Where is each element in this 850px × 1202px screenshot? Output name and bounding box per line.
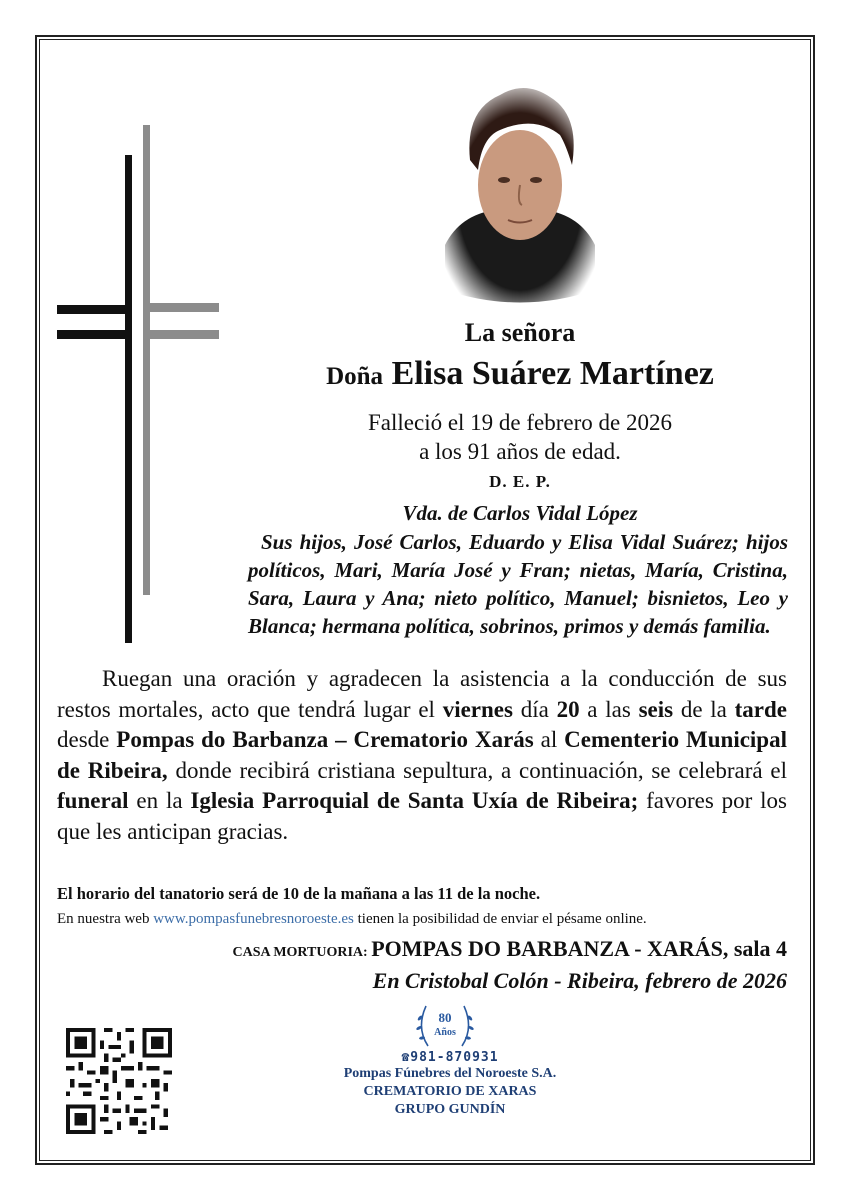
website-link[interactable]: www.pompasfunebresnoroeste.es [153,911,354,927]
announcement-text: de la [673,696,735,722]
anniversary-80-badge [410,998,480,1053]
announcement-bold: Cementerio Municipal de Ribeira, [57,727,787,783]
company-name: Pompas Fúnebres del Noroeste S.A. [343,1066,557,1081]
title-prefix: La señora [464,318,576,347]
honorific: Doña [326,363,384,390]
announcement-text: a las [579,696,639,722]
deceased-portrait [440,75,600,305]
death-date: Falleció el 19 de febrero de 2026 [368,410,672,435]
casa-label: CASA MORTUORIA: [232,945,372,960]
announcement-bold: 20 [556,696,580,722]
company-crematorio: CREMATORIO DE XARAS [363,1084,537,1099]
company-info [250,1050,650,1119]
casa-value: POMPAS DO BARBANZA - XARÁS, sala 4 [371,936,787,961]
announcement-paragraph [57,664,787,847]
announcement-text: en la [128,788,191,813]
badge-number: 80 [438,1010,452,1025]
family-first-line: Sus hijos, José Carlos, Eduardo y Elisa Vidal Suárez; [261,530,739,554]
announcement-bold: funeral [57,788,129,813]
announcement-bold: viernes [442,696,513,722]
casa-mortuoria [57,936,787,962]
deceased-name-line [270,355,770,393]
announcement-bold: Pompas do Barbanza – Crematorio Xarás [116,727,534,752]
company-group: GRUPO GUNDÍN [394,1102,506,1117]
announcement-text: favores por los que les anticipan gracias. [57,788,787,844]
dep-text: D. E. P. [489,472,551,491]
announcement-bold: seis [638,696,674,722]
qr-code-icon [66,1028,172,1134]
web-suffix: tienen la posibilidad de enviar el pésame online. [353,911,647,927]
family-list [248,528,788,640]
announcement-bold: tarde [734,696,788,722]
age: a los 91 años de edad. [419,439,621,464]
death-info [300,408,740,466]
place-date: En Cristobal Colón - Ribeira, febrero de 2026 [372,968,787,993]
cross-icon [55,125,225,645]
web-note [57,911,797,928]
announcement-text: al [533,727,565,752]
widow-line: Vda. de Carlos Vidal López [402,501,638,525]
announcement-text: donde recibirá cristiana sepultura, a continuación, se celebrará el [167,757,787,783]
announcement-text: desde [57,727,117,752]
company-phone: ☎981-870931 [401,1050,499,1065]
announcement-text: Ruegan una oración y agradecen la asistencia a la conducción de sus restos mortales, acto que tendrá lugar el [57,666,787,722]
schedule-text: El horario del tanatorio será de 10 de la mañana a las 11 de la noche. [57,884,541,903]
announcement-bold: Iglesia Parroquial de Santa Uxía de Ribeira; [190,788,639,813]
deceased-name: Elisa Suárez Martínez [391,355,714,392]
family-rest: hijos políticos, Mari, María José y Fran; nietas, María, Cristina, Sara, Laura y Ana; nieto político, Manuel; bisnietos, Leo y Blanca; hermana política, sobrinos, primos y demás familia. [248,530,788,638]
badge-text: Años [434,1027,456,1038]
announcement-text: día [512,696,557,722]
web-prefix: En nuestra web [57,911,154,927]
